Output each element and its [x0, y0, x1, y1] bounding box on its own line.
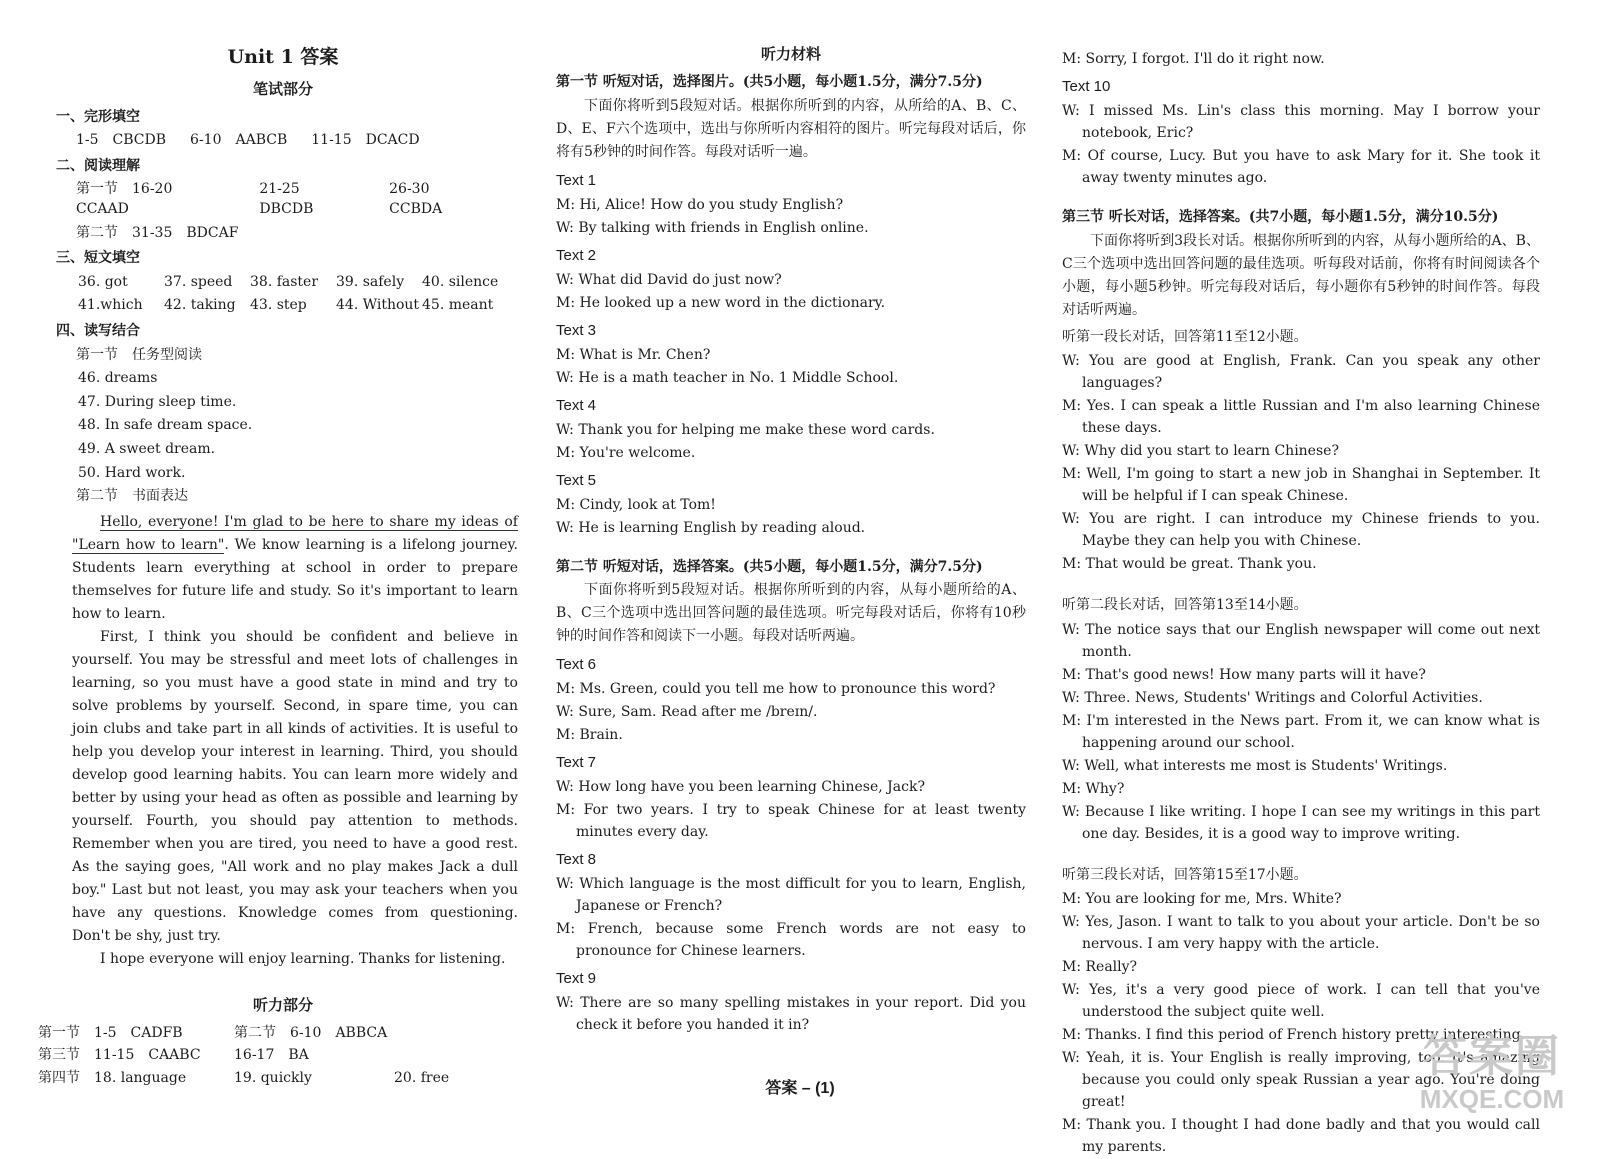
- blank-answer: 36. got: [78, 273, 128, 290]
- model-essay: [72, 511, 518, 971]
- dialog-line: W: You are good at English, Frank. Can you speak any other languages?: [1062, 353, 1540, 392]
- blank-answer: 45. meant: [422, 297, 494, 314]
- dialog-line: W: How long have you been learning Chinese, Jack?: [556, 779, 925, 796]
- dialog-line: W: He is learning English by reading aloud.: [556, 519, 866, 536]
- dialog-line: M: I'm interested in the News part. From it, we can know what is happening around our school.: [1062, 712, 1540, 751]
- text-label: Text 2: [556, 246, 597, 264]
- dialog-line: W: Yes, it's a very good piece of work. I can tell that you've understood the subject quite well.: [1062, 982, 1540, 1021]
- dialog-lead: 听第一段长对话，回答第11至12小题。: [1062, 328, 1308, 345]
- cloze-answer: 6-10 AABCB: [190, 132, 288, 149]
- dialog-line: M: You are looking for me, Mrs. White?: [1062, 891, 1342, 908]
- dialog-line: W: By talking with friends in English online.: [556, 219, 869, 236]
- written-part-title: 笔试部分: [252, 79, 313, 98]
- text-label: Text 8: [556, 851, 597, 869]
- task-reading-answer: 49. A sweet dream.: [78, 440, 216, 457]
- blank-title: 三、短文填空: [56, 250, 140, 267]
- page-number: 答案 – (1): [765, 1080, 835, 1097]
- reading-answer: 21-25 DBCDB: [259, 181, 314, 217]
- dialog-line: W: Yes, Jason. I want to talk to you about your article. Don't be so nervous. I am very happy with the article.: [1062, 914, 1540, 953]
- blank-answer: 39. safely: [336, 273, 405, 290]
- text-label: Text 5: [556, 471, 597, 489]
- dialog-line: M: He looked up a new word in the dictionary.: [556, 294, 886, 311]
- dialog-line: M: Of course, Lucy. But you have to ask Mary for it. She took it away twenty minutes ago.: [1062, 148, 1540, 186]
- listening-part-title: 听力部分: [252, 995, 313, 1014]
- blank-answers: [78, 273, 518, 316]
- blank-answer: 38. faster: [250, 273, 319, 290]
- dialog-line: M: Thanks. I find this period of French history pretty interesting.: [1062, 1027, 1526, 1044]
- reading-title: 二、阅读理解: [56, 157, 140, 174]
- reading-answer: 第一节 16-20 CCAAD: [76, 181, 187, 217]
- site-watermark: [1402, 1030, 1582, 1140]
- section1-title: 第一节 听短对话，选择图片。(共5小题，每小题1.5分，满分7.5分): [556, 74, 983, 90]
- dialog-line: W: Because I like writing. I hope I can see my writings in this part one day. Besides, it is a good way to improve writing.: [1062, 803, 1540, 842]
- blank-answer: 41.which: [78, 297, 143, 314]
- cloze-title: 一、完形填空: [56, 108, 140, 125]
- watermark-logo-text: 答案圈: [1423, 1031, 1561, 1082]
- listening-answer: 第四节 18. language: [38, 1069, 187, 1086]
- dialog-line: W: Which language is the most difficult for you to learn, English, Japanese or French?: [556, 876, 1026, 915]
- dialog-line: W: Sure, Sam. Read after me /breɪn/.: [556, 704, 818, 721]
- section1-intro: 下面你将听到5段短对话。根据你所听到的内容，从所给的A、B、C、D、E、F六个选项中，选出与你所听内容相符的图片。听完每段对话后，你将有5秒钟的时间作答。每段对话听一遍。: [556, 97, 1026, 160]
- listening-row: [38, 1024, 518, 1044]
- section2-intro: 下面你将听到5段短对话。根据你所听到的内容，从每小题所给的A、B、C三个选项中选出回答问题的最佳选项。听完每段对话后，你将有10秒钟的时间作答和阅读下一小题。每段对话听两遍。: [556, 582, 1026, 645]
- unit-title: Unit 1 答案: [227, 46, 339, 68]
- listening-answer: 第三节 11-15 CAABC: [38, 1047, 201, 1064]
- dialog-line: M: Ms. Green, could you tell me how to pronounce this word?: [556, 681, 996, 698]
- reading-s1-answers: [76, 180, 518, 219]
- section3-title: 第三节 听长对话，选择答案。(共7小题，每小题1.5分，满分10.5分): [1062, 209, 1499, 225]
- dialog-line: M: Brain.: [556, 727, 623, 744]
- dialog-line: M: Well, I'm going to start a new job in Shanghai in September. It will be helpful if I can speak Chinese.: [1062, 466, 1540, 505]
- cloze-answer: 1-5 CBCDB: [76, 132, 167, 149]
- dialog-line: M: French, because some French words are not easy to pronounce for Chinese learners.: [556, 921, 1026, 960]
- essay-paragraph: First, I think you should be confident and believe in yourself. You may be stressful and meet lots of challenges in learning, so you must have a good state in mind and try to solve problems by yourself. Second, in spare time, you can join clubs and take part in all kinds of activities. It is useful to help you develop your interest in learning. Third, you should develop good learning habits. You can learn more widely and better by using your head as often as possible and learning by yourself. Fourth, you should pay attention to methods. Remember when you are tired, you need to have a good rest. As the saying goes, "All work and no play makes Jack a dull boy." Last but not least, you may ask your teachers when you have any questions. Knowledge comes from questioning. Don't be shy, just try.: [72, 628, 518, 944]
- dialog-line: M: Thank you. I thought I had done badly and that you would call my parents.: [1062, 1117, 1540, 1156]
- section2-title: 第二节 听短对话，选择答案。(共5小题，每小题1.5分，满分7.5分): [556, 558, 983, 575]
- reading-answer: 26-30 CCBDA: [389, 181, 444, 217]
- text-label: Text 3: [556, 321, 597, 339]
- dialog-line: W: The notice says that our English newspaper will come out next month.: [1062, 621, 1540, 660]
- task-reading-answer: 48. In safe dream space.: [78, 417, 253, 434]
- blank-answer: 42. taking: [164, 297, 236, 314]
- task-reading-answer: 47. During sleep time.: [78, 393, 237, 410]
- essay-underlined-opening: Hello, everyone! I'm glad to be here to share my ideas of "Learn how to learn": [72, 513, 518, 553]
- dialog-line: M: You're welcome.: [556, 444, 696, 461]
- dialog-line: W: You are right. I can introduce my Chinese friends to you. Maybe they can help you with Chinese.: [1062, 511, 1540, 550]
- text-label: Text 4: [556, 396, 597, 414]
- text-label: Text 10: [1062, 78, 1111, 95]
- blank-answer: 37. speed: [164, 273, 233, 290]
- listening-answer: 第二节 6-10 ABBCA: [234, 1024, 388, 1041]
- watermark-url: MXQE.COM: [1419, 1084, 1565, 1114]
- dialog-line: W: Thank you for helping me make these word cards.: [556, 421, 935, 438]
- text-label: Text 9: [556, 970, 597, 988]
- dialog-line: M: Really?: [1062, 959, 1138, 976]
- reading-s2-answers: [76, 224, 518, 244]
- section3-intro: 下面你将听到3段长对话。根据你所听到的内容，从每小题所给的A、B、C三个选项中选出回答问题的最佳选项。听每段对话前，你将有时间阅读各个小题，每小题5秒钟。听完每段对话后，每小题你有5秒钟的时间作答。每段对话听两遍。: [1062, 232, 1540, 318]
- dialog-line: W: What did David do just now?: [556, 271, 782, 288]
- dialog-lead: 听第三段长对话，回答第15至17小题。: [1062, 866, 1308, 883]
- listening-answer: 19. quickly: [234, 1069, 312, 1086]
- dialog-line: W: Well, what interests me most is Students' Writings.: [1062, 757, 1448, 774]
- reading-answer: 第二节 31-35 BDCAF: [76, 224, 239, 241]
- dialog-line: W: I missed Ms. Lin's class this morning. May I borrow your notebook, Eric?: [1062, 103, 1540, 141]
- essay-paragraph: I hope everyone will enjoy learning. Thanks for listening.: [100, 950, 506, 967]
- listening-answer: [394, 1024, 504, 1044]
- listening-script-column-continued: [1062, 48, 1540, 1159]
- essay-opening-rest: . We know learning is a lifelong journey. Students learn everything at school in order to prepare themselves for future life and study. So it's important to learn how to learn.: [72, 536, 518, 622]
- dialog-line: M: Cindy, look at Tom!: [556, 496, 716, 513]
- dialog-line: M: That's good news! How many parts will it have?: [1062, 666, 1426, 683]
- dialog-line: W: He is a math teacher in No. 1 Middle School.: [556, 369, 899, 386]
- dialog-line: W: Three. News, Students' Writings and Colorful Activities.: [1062, 689, 1483, 706]
- blank-answer: 40. silence: [422, 273, 499, 290]
- task-reading-answer: 46. dreams: [78, 370, 158, 387]
- listening-answer: 16-17 BA: [234, 1047, 309, 1064]
- listening-answer: 20. free: [394, 1069, 450, 1086]
- task-reading-answer: 50. Hard work.: [78, 464, 186, 481]
- dialog-lead: 听第二段长对话，回答第13至14小题。: [1062, 597, 1308, 614]
- dialog-line: W: There are so many spelling mistakes in your report. Did you check it before you handed it in?: [556, 995, 1026, 1034]
- dialog-line: M: What is Mr. Chen?: [556, 346, 711, 363]
- listening-answer: 第一节 1-5 CADFB: [38, 1024, 183, 1041]
- listening-script-column: [556, 40, 1026, 1037]
- cloze-answer: 11-15 DCACD: [311, 132, 420, 149]
- dialog-line: M: Hi, Alice! How do you study English?: [556, 196, 844, 213]
- listening-script-title: 听力材料: [760, 45, 821, 63]
- listening-answer: [394, 1046, 504, 1066]
- answer-column: [38, 40, 518, 1091]
- dialog-line: M: Why?: [1062, 780, 1125, 797]
- task-reading-title: 第一节 任务型阅读: [76, 346, 202, 363]
- dialog-line: W: Yeah, it is. Your English is really improving, too. It's amazing because you could only speak Russian a year ago. You're doing great!: [1062, 1050, 1540, 1111]
- dialog-line: M: Sorry, I forgot. I'll do it right now.: [1062, 51, 1325, 67]
- blank-answer: 43. step: [250, 297, 307, 314]
- text-label: Text 6: [556, 656, 597, 674]
- dialog-line: M: That would be great. Thank you.: [1062, 556, 1317, 573]
- essay-paragraph: [72, 511, 518, 626]
- dialog-line: M: Yes. I can speak a little Russian and I'm also learning Chinese these days.: [1062, 398, 1540, 437]
- cloze-answers: [76, 131, 518, 151]
- listening-row: [38, 1046, 518, 1066]
- text-label: Text 1: [556, 171, 597, 189]
- text-label: Text 7: [556, 754, 597, 772]
- dialog-line: M: For two years. I try to speak Chinese for at least twenty minutes every day.: [556, 802, 1026, 841]
- writing-title: 第二节 书面表达: [76, 488, 188, 505]
- dialog-line: W: Why did you start to learn Chinese?: [1062, 443, 1339, 460]
- read-write-title: 四、读写结合: [56, 322, 140, 339]
- blank-answer: 44. Without: [336, 297, 420, 314]
